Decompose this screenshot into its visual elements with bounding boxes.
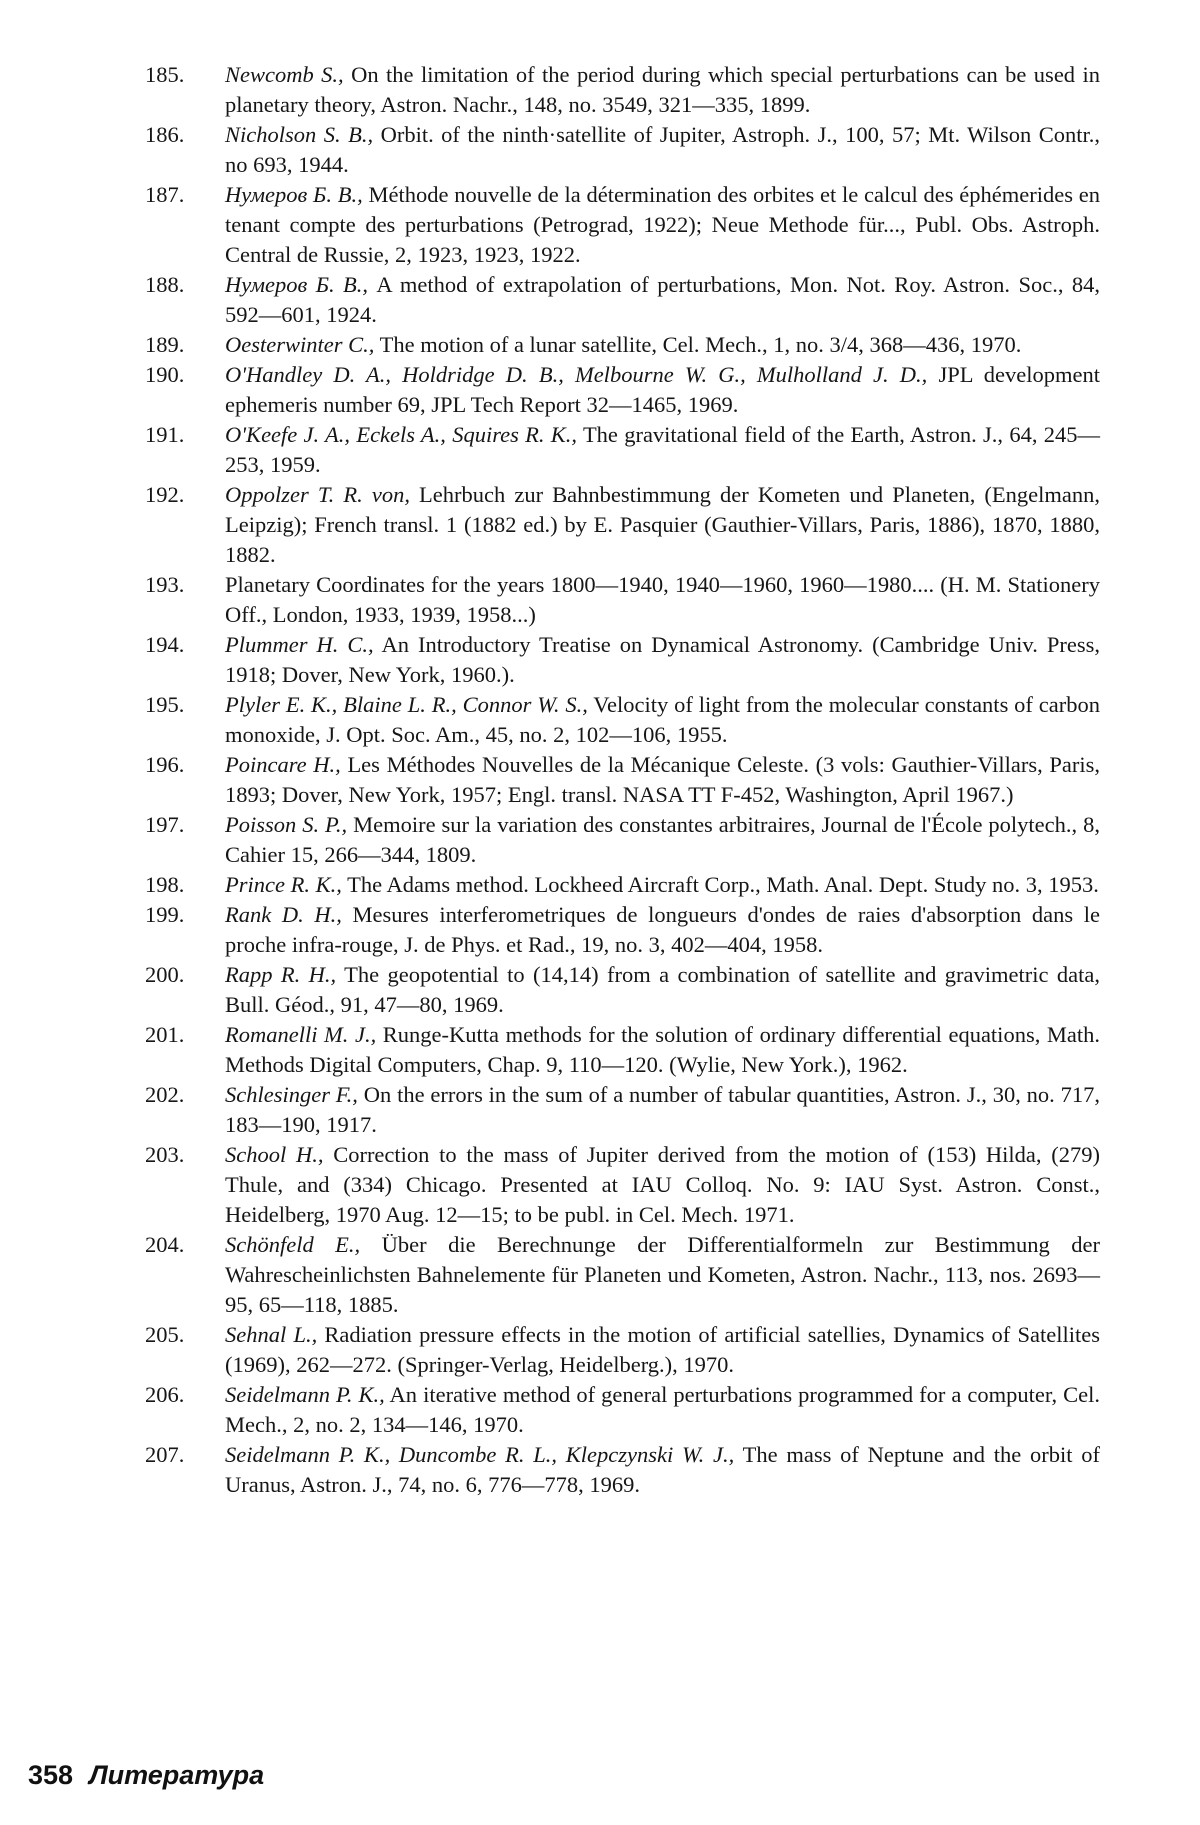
reference-entry — [145, 420, 1100, 480]
reference-list — [145, 60, 1100, 1500]
reference-entry — [145, 1380, 1100, 1440]
reference-entry — [145, 360, 1100, 420]
reference-text: Planetary Coordinates for the years 1800—1940, 1940—1960, 1960—1980.... (H. M. Stationery Off., London, 1933, 1939, 1958...) — [225, 572, 1100, 627]
reference-text: An iterative method of general perturbations programmed for a computer, Cel. Mech., 2, no. 2, 134—146, 1970. — [225, 1382, 1100, 1437]
reference-text: On the errors in the sum of a number of tabular quantities, Astron. J., 30, no. 717, 183—190, 1917. — [225, 1082, 1100, 1137]
reference-number: 187. — [145, 182, 185, 207]
reference-entry — [145, 180, 1100, 270]
reference-entry — [145, 1320, 1100, 1380]
reference-entry — [145, 480, 1100, 570]
reference-number: 194. — [145, 632, 185, 657]
reference-entry — [145, 270, 1100, 330]
reference-text: Memoire sur la variation des constantes arbitraires, Journal de l'École polytech., 8, Cahier 15, 266—344, 1809. — [225, 812, 1100, 867]
reference-number: 195. — [145, 692, 185, 717]
reference-entry — [145, 870, 1100, 900]
reference-number: 201. — [145, 1022, 185, 1047]
reference-number: 197. — [145, 812, 185, 837]
reference-authors: Seidelmann P. K., Duncombe R. L., Klepczynski W. J., — [225, 1442, 735, 1467]
reference-entry — [145, 630, 1100, 690]
reference-number: 202. — [145, 1082, 185, 1107]
reference-text: Les Méthodes Nouvelles de la Mécanique Celeste. (3 vols: Gauthier-Villars, Paris, 1893; Dover, New York, 1957; Engl. transl. NASA TT F-452, Washington, April 1967.) — [225, 752, 1101, 807]
reference-text: The Adams method. Lockheed Aircraft Corp., Math. Anal. Dept. Study no. 3, 1953. — [341, 872, 1099, 897]
reference-number: 207. — [145, 1442, 185, 1467]
reference-text: Über die Berechnunge der Differentialformeln zur Bestimmung der Wahrescheinlichsten Bahnelemente für Planeten und Kometen, Astron. Nachr., 113, nos. 2693—95, 65—118, 1885. — [225, 1232, 1100, 1317]
reference-authors: Plummer H. C., — [225, 632, 374, 657]
reference-number: 196. — [145, 752, 185, 777]
reference-entry — [145, 1020, 1100, 1080]
page-footer — [28, 1760, 264, 1791]
reference-text: Méthode nouvelle de la détermination des orbites et le calcul des éphémerides en tenant compte des perturbations (Petrograd, 1922); Neue Methode für..., Publ. Obs. Astroph. Central de Russie, 2, 1923, 1923, 1922. — [225, 182, 1101, 267]
reference-number: 204. — [145, 1232, 185, 1257]
reference-number: 200. — [145, 962, 185, 987]
reference-authors: School H., — [225, 1142, 324, 1167]
reference-authors: Rank D. H., — [225, 902, 342, 927]
reference-authors: O'Keefe J. A., Eckels A., Squires R. K., — [225, 422, 578, 447]
reference-entry — [145, 60, 1100, 120]
reference-authors: Plyler E. K., Blaine L. R., Connor W. S., — [225, 692, 588, 717]
reference-entry — [145, 750, 1100, 810]
reference-number: 205. — [145, 1322, 185, 1347]
page-number: 358 — [28, 1760, 74, 1790]
reference-text: JPL development ephemeris number 69, JPL Tech Report 32—1465, 1969. — [225, 362, 1100, 417]
reference-entry — [145, 120, 1100, 180]
reference-authors: Newcomb S., — [225, 62, 344, 87]
reference-text: The geopotential to (14,14) from a combination of satellite and gravimetric data, Bull. Géod., 91, 47—80, 1969. — [225, 962, 1100, 1017]
reference-entry — [145, 1230, 1100, 1320]
reference-entry — [145, 1440, 1100, 1500]
reference-text: Velocity of light from the molecular constants of carbon monoxide, J. Opt. Soc. Am., 45, no. 2, 102—106, 1955. — [225, 692, 1100, 747]
reference-authors: O'Handley D. A., Holdridge D. B., Melbourne W. G., Mulholland J. D., — [225, 362, 928, 387]
reference-authors: Sehnal L., — [225, 1322, 318, 1347]
reference-entry — [145, 810, 1100, 870]
reference-text: An Introductory Treatise on Dynamical Astronomy. (Cambridge Univ. Press, 1918; Dover, New York, 1960.). — [225, 632, 1100, 687]
section-title: Литература — [89, 1760, 265, 1790]
reference-number: 189. — [145, 332, 185, 357]
reference-text: Radiation pressure effects in the motion of artificial satellies, Dynamics of Satellites (1969), 262—272. (Springer-Verlag, Heidelberg.), 1970. — [225, 1322, 1100, 1377]
reference-entry — [145, 330, 1100, 360]
reference-authors: Нумеров Б. В., — [225, 272, 369, 297]
reference-entry — [145, 570, 1100, 630]
reference-text: A method of extrapolation of perturbations, Mon. Not. Roy. Astron. Soc., 84, 592—601, 1924. — [225, 272, 1100, 327]
reference-number: 190. — [145, 362, 185, 387]
reference-authors: Oppolzer T. R. von, — [225, 482, 410, 507]
reference-authors: Schlesinger F., — [225, 1082, 358, 1107]
reference-text: Mesures interferometriques de longueurs d'ondes de raies d'absorption dans le proche infra-rouge, J. de Phys. et Rad., 19, no. 3, 402—404, 1958. — [225, 902, 1100, 957]
reference-authors: Prince R. K., — [225, 872, 342, 897]
reference-authors: Нумеров Б. В., — [225, 182, 363, 207]
reference-text: Orbit. of the ninth·satellite of Jupiter, Astroph. J., 100, 57; Mt. Wilson Contr., no 693, 1944. — [225, 122, 1100, 177]
reference-number: 186. — [145, 122, 185, 147]
reference-entry — [145, 900, 1100, 960]
reference-authors: Poisson S. P., — [225, 812, 348, 837]
reference-number: 191. — [145, 422, 185, 447]
reference-number: 198. — [145, 872, 185, 897]
reference-text: Correction to the mass of Jupiter derived from the motion of (153) Hilda, (279) Thule, and (334) Chicago. Presented at IAU Colloq. No. 9: IAU Syst. Astron. Const., Heidelberg, 1970 Aug. 12—15; to be publ. in Cel. Mech. 1971. — [225, 1142, 1100, 1227]
reference-number: 193. — [145, 572, 185, 597]
reference-entry — [145, 1080, 1100, 1140]
reference-number: 192. — [145, 482, 185, 507]
reference-text: Lehrbuch zur Bahnbestimmung der Kometen und Planeten, (Engelmann, Leipzig); French transl. 1 (1882 ed.) by E. Pasquier (Gauthier-Villars, Paris, 1886), 1870, 1880, 1882. — [225, 482, 1100, 567]
reference-entry — [145, 690, 1100, 750]
reference-authors: Romanelli M. J., — [225, 1022, 377, 1047]
reference-text: The motion of a lunar satellite, Cel. Mech., 1, no. 3/4, 368—436, 1970. — [374, 332, 1022, 357]
reference-text: Runge-Kutta methods for the solution of ordinary differential equations, Math. Methods Digital Computers, Chap. 9, 110—120. (Wylie, New York.), 1962. — [225, 1022, 1100, 1077]
reference-authors: Seidelmann P. K., — [225, 1382, 385, 1407]
reference-number: 199. — [145, 902, 185, 927]
reference-authors: Poincare H., — [225, 752, 341, 777]
reference-number: 185. — [145, 62, 185, 87]
reference-authors: Schönfeld E., — [225, 1232, 361, 1257]
reference-entry — [145, 1140, 1100, 1230]
reference-number: 203. — [145, 1142, 185, 1167]
reference-entry — [145, 960, 1100, 1020]
reference-text: The gravitational field of the Earth, Astron. J., 64, 245—253, 1959. — [225, 422, 1101, 477]
reference-number: 206. — [145, 1382, 185, 1407]
reference-text: On the limitation of the period during which special perturbations can be used in planetary theory, Astron. Nachr., 148, no. 3549, 321—335, 1899. — [225, 62, 1100, 117]
reference-authors: Nicholson S. B., — [225, 122, 374, 147]
reference-authors: Rapp R. H., — [225, 962, 337, 987]
reference-text: The mass of Neptune and the orbit of Uranus, Astron. J., 74, no. 6, 776—778, 1969. — [225, 1442, 1100, 1497]
reference-number: 188. — [145, 272, 185, 297]
reference-authors: Oesterwinter C., — [225, 332, 375, 357]
